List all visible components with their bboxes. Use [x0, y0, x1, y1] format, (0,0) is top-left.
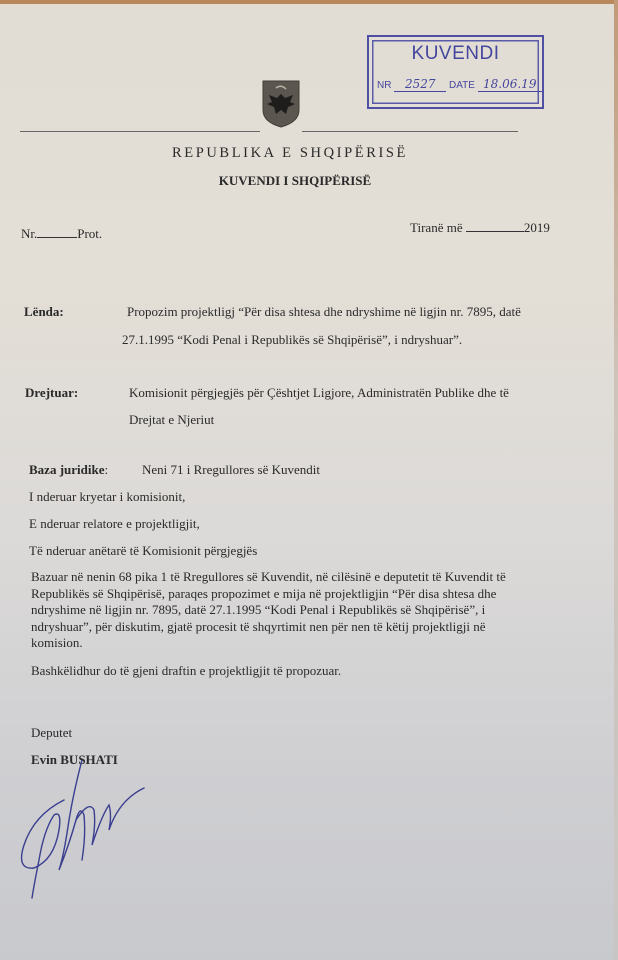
stamp-nr-label: NR — [377, 80, 392, 91]
salutation-chair: I nderuar kryetar i komisionit, — [29, 489, 186, 504]
addressed-line-2: Drejtat e Njeriut — [129, 412, 215, 427]
salutation-rapporteur: E nderuar relatore e projektligjit, — [29, 516, 200, 531]
subject-line-2: 27.1.1995 “Kodi Penal i Republikës së Shqipërisë”, i ndryshuar”. — [122, 332, 463, 347]
legal-basis-label: Baza juridike — [29, 462, 105, 477]
protocol-prefix: Nr. — [21, 226, 38, 241]
legal-basis — [29, 462, 108, 478]
protocol-blank — [37, 237, 77, 238]
signer-title: Deputet — [31, 725, 73, 740]
attachment-note: Bashkëlidhur do të gjeni draftin e projektligjit të propozuar. — [31, 663, 342, 678]
signer-name: Evin BUSHATI — [31, 752, 118, 767]
body-paragraph — [31, 569, 551, 652]
registry-stamp — [367, 35, 544, 109]
protocol-number — [21, 226, 102, 242]
parliament-heading: KUVENDI I SHQIPËRISË — [218, 173, 372, 188]
place-date — [410, 220, 550, 236]
body-line: ndryshuar”, për diskutim, gjatë procesit të shqyrtimit nen për nen të këtij projektligji në — [31, 618, 486, 634]
year: 2019 — [523, 220, 550, 235]
body-line: komision. — [31, 635, 83, 650]
subject-label: Lënda: — [24, 304, 64, 319]
paper-top-edge — [0, 0, 618, 4]
stamp-date-value: 18.06.19 — [478, 77, 542, 92]
place-prefix: Tiranë më — [410, 220, 463, 235]
paper-right-edge — [614, 0, 618, 960]
protocol-suffix: Prot. — [77, 226, 103, 241]
albanian-coat-of-arms-icon — [262, 80, 300, 128]
header-rule-right — [302, 131, 518, 132]
subject-line-1: Propozim projektligj “Për disa shtesa dhe ndryshime në ligjin nr. 7895, datë — [127, 304, 521, 319]
legal-basis-value: Neni 71 i Rregullores së Kuvendit — [142, 462, 320, 477]
body-line: ndryshime në ligjin nr. 7895, datë 27.1.1995 “Kodi Penal i Republikës së Shqipërisë”, i — [31, 602, 486, 617]
body-line: Republikës së Shqipërisë, paraqes propozimet e mija në projektligjin “Për disa shtesa dhe — [31, 585, 497, 601]
date-blank — [466, 231, 524, 232]
addressed-line-1: Komisionit përgjegjës për Çështjet Ligjore, Administratën Publike dhe të — [129, 385, 509, 400]
body-line: Bazuar në nenin 68 pika 1 të Rregullores së Kuvendit, në cilësinë e deputetit të Kuvendit të — [31, 569, 506, 584]
stamp-nr-value: 2527 — [394, 77, 446, 92]
handwritten-signature — [14, 760, 154, 900]
header-rule-left — [20, 131, 260, 132]
republic-heading: REPUBLIKA E SHQIPËRISË — [171, 145, 409, 161]
stamp-row — [377, 77, 542, 92]
addressed-label: Drejtuar: — [25, 385, 79, 400]
stamp-title: KUVENDI — [411, 43, 500, 64]
salutation-members: Të nderuar anëtarë të Komisionit përgjegjës — [29, 543, 258, 558]
stamp-date-label: DATE — [449, 80, 475, 91]
legal-basis-colon: : — [104, 462, 109, 477]
